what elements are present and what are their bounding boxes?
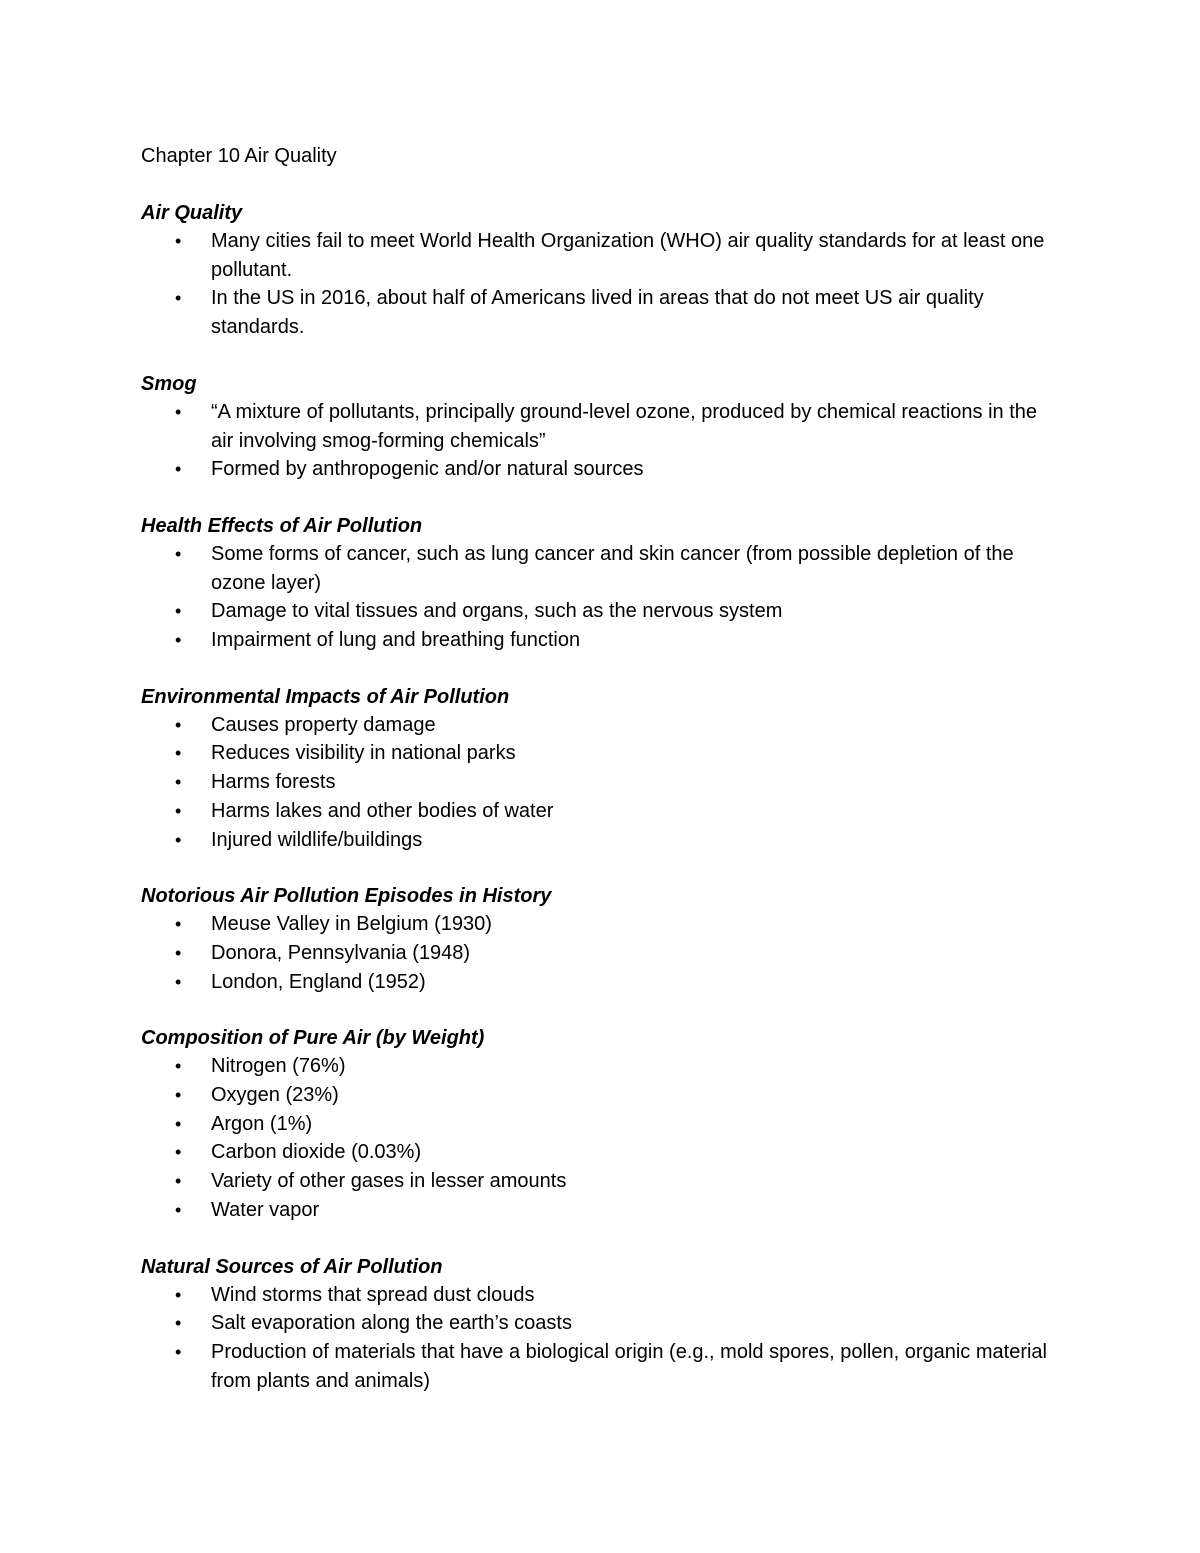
bullet-icon: •	[175, 800, 182, 821]
bullet-icon: •	[175, 914, 182, 935]
list-item-text: Salt evaporation along the earth’s coasts	[211, 1312, 572, 1335]
section-heading: Environmental Impacts of Air Pollution	[141, 685, 510, 708]
list-item	[141, 1338, 1061, 1395]
section-heading: Notorious Air Pollution Episodes in History	[141, 885, 552, 908]
list-item-text: Harms lakes and other bodies of water	[211, 799, 554, 822]
section	[141, 199, 1061, 342]
list-item	[141, 739, 1061, 768]
section-heading: Smog	[141, 372, 197, 395]
bullet-list	[141, 711, 1061, 855]
list-item	[141, 1052, 1061, 1081]
list-item-text: Impairment of lung and breathing function	[211, 629, 581, 652]
section	[141, 512, 1061, 655]
list-item	[141, 711, 1061, 740]
list-item-text: Variety of other gases in lesser amounts	[211, 1170, 567, 1193]
list-item-text: Many cities fail to meet World Health Organization (WHO) air quality standards for at least one pollutant.	[211, 230, 1045, 281]
bullet-list	[141, 398, 1061, 484]
list-item-text: Argon (1%)	[211, 1112, 313, 1135]
section	[141, 683, 1061, 855]
list-item	[141, 1196, 1061, 1225]
list-item-text: Damage to vital tissues and organs, such as the nervous system	[211, 600, 783, 623]
list-item-text: Causes property damage	[211, 713, 436, 736]
list-item	[141, 1081, 1061, 1110]
list-item-text: Carbon dioxide (0.03%)	[211, 1141, 422, 1164]
bullet-icon: •	[175, 1171, 182, 1192]
section	[141, 1253, 1061, 1396]
bullet-list	[141, 540, 1061, 655]
section-heading: Air Quality	[141, 202, 243, 224]
bullet-icon: •	[175, 1085, 182, 1106]
bullet-icon: •	[175, 1113, 182, 1134]
document-page	[141, 142, 1061, 1423]
bullet-icon: •	[175, 1313, 182, 1334]
list-item-text: Some forms of cancer, such as lung cancer and skin cancer (from possible depletion of the ozone layer)	[211, 542, 1014, 594]
list-item-text: London, England (1952)	[211, 970, 426, 993]
list-item	[141, 768, 1061, 797]
list-item	[141, 1138, 1061, 1167]
list-item	[141, 1167, 1061, 1196]
bullet-icon: •	[175, 1341, 182, 1362]
bullet-icon: •	[175, 601, 182, 622]
bullet-icon: •	[175, 1142, 182, 1163]
list-item-text: Donora, Pennsylvania (1948)	[211, 941, 471, 964]
bullet-icon: •	[175, 459, 182, 480]
list-item	[141, 1309, 1061, 1338]
list-item	[141, 626, 1061, 655]
list-item-text: Formed by anthropogenic and/or natural sources	[211, 458, 644, 481]
list-item	[141, 968, 1061, 997]
list-item-text: Nitrogen (76%)	[211, 1055, 346, 1078]
section	[141, 370, 1061, 484]
bullet-icon: •	[175, 1199, 182, 1220]
bullet-icon: •	[175, 829, 182, 850]
list-item	[141, 455, 1061, 484]
bullet-icon: •	[175, 743, 182, 764]
bullet-icon: •	[175, 231, 182, 251]
list-item-text: Reduces visibility in national parks	[211, 742, 516, 765]
bullet-icon: •	[175, 288, 182, 309]
list-item	[141, 540, 1061, 597]
list-item-text: Wind storms that spread dust clouds	[211, 1283, 535, 1306]
bullet-icon: •	[175, 543, 182, 564]
list-item-text: Water vapor	[211, 1198, 320, 1221]
section-heading: Composition of Pure Air (by Weight)	[141, 1027, 485, 1050]
list-item	[141, 227, 1061, 284]
list-item-text: Oxygen (23%)	[211, 1084, 339, 1107]
document-title: Chapter 10 Air Quality	[141, 145, 337, 167]
list-item	[141, 826, 1061, 855]
list-item	[141, 939, 1061, 968]
list-item	[141, 1281, 1061, 1310]
list-item-text: Production of materials that have a biological origin (e.g., mold spores, pollen, organic material from plants and animals)	[211, 1340, 1047, 1392]
list-item	[141, 910, 1061, 939]
bullet-icon: •	[175, 971, 182, 992]
section	[141, 882, 1061, 996]
bullet-list	[141, 227, 1061, 342]
list-item	[141, 1110, 1061, 1139]
bullet-icon: •	[175, 1056, 182, 1077]
list-item	[141, 398, 1061, 455]
bullet-icon: •	[175, 714, 182, 735]
list-item-text: Injured wildlife/buildings	[211, 828, 423, 851]
list-item-text: In the US in 2016, about half of Americans lived in areas that do not meet US air quality standards.	[211, 287, 984, 339]
bullet-icon: •	[175, 401, 182, 422]
bullet-icon: •	[175, 1284, 182, 1305]
list-item	[141, 284, 1061, 341]
bullet-list	[141, 1281, 1061, 1396]
bullet-list	[141, 1052, 1061, 1224]
list-item-text: Harms forests	[211, 771, 336, 794]
bullet-icon: •	[175, 772, 182, 793]
list-item-text: Meuse Valley in Belgium (1930)	[211, 913, 492, 936]
section-heading: Natural Sources of Air Pollution	[141, 1255, 443, 1278]
section	[141, 1024, 1061, 1224]
bullet-icon: •	[175, 630, 182, 651]
sections-container	[141, 199, 1061, 1395]
list-item-text: “A mixture of pollutants, principally ground-level ozone, produced by chemical reactions in the air involving smog-forming chemicals”	[211, 400, 1037, 452]
list-item	[141, 797, 1061, 826]
bullet-icon: •	[175, 942, 182, 963]
list-item	[141, 597, 1061, 626]
section-heading: Health Effects of Air Pollution	[141, 514, 423, 537]
bullet-list	[141, 910, 1061, 996]
